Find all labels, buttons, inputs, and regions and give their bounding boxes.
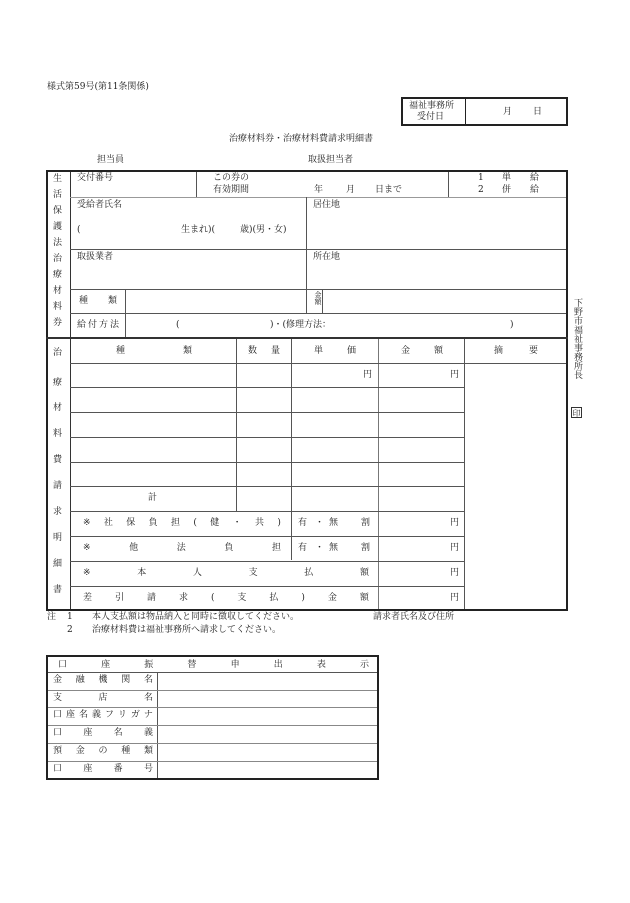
seal-icon: 印 [572, 409, 581, 418]
vendor-field[interactable] [71, 250, 306, 289]
label-char: 払 [269, 593, 279, 603]
label-char: 機 [98, 675, 108, 685]
label-char: ( [193, 518, 197, 528]
label-char: 保 [126, 518, 136, 528]
discount-label: 割 [361, 543, 371, 553]
social-insurance-discount-toggle[interactable] [298, 518, 370, 529]
label-char: 金 [53, 675, 63, 685]
row2-unit-price-field[interactable] [292, 388, 378, 412]
label-char: 口 [53, 710, 63, 720]
label-char: 担 [271, 543, 281, 553]
label-char: フ [104, 710, 114, 720]
notes-prefix: 注 [47, 612, 57, 622]
label-char: 口 [53, 764, 63, 774]
bank-name-field[interactable] [158, 673, 377, 690]
benefit-type-option[interactable] [449, 172, 566, 197]
label-char: 引 [114, 593, 124, 603]
label-char: 金 [327, 593, 337, 603]
label-char: 請 [146, 593, 156, 603]
side-char: 請 [53, 481, 63, 491]
side-char: 求 [53, 507, 63, 517]
label-char: 額 [359, 593, 369, 603]
note2-text: 治療材料費は福祉事務所へ請求してください。 [92, 625, 282, 635]
side-char: 護 [53, 222, 63, 232]
row3-amount-field[interactable] [379, 413, 464, 437]
side-char: 療 [53, 270, 63, 280]
header-char: 数 [248, 346, 258, 356]
label-char: 人 [192, 568, 202, 578]
label-char: 健 [210, 518, 220, 528]
label-char: 負 [148, 518, 158, 528]
repair-method-label: )・(修理方法： [270, 320, 332, 330]
label-char: 号 [143, 764, 153, 774]
label-char: の [98, 746, 108, 756]
option2-char1: 併 [502, 185, 512, 195]
age-gender-label: 歳)(男・女) [240, 225, 287, 235]
side-char: 生 [53, 174, 63, 184]
vendor-label: 取扱業者 [77, 252, 114, 262]
page-title: 治療材料券・治療材料費請求明細書 [229, 134, 374, 144]
note1-number: 1 [67, 612, 73, 622]
label-char: 義 [143, 728, 153, 738]
header-char: 口 [58, 660, 68, 670]
payment-method-field[interactable] [126, 314, 566, 337]
label-char: 支 [248, 568, 258, 578]
row5-type-field[interactable] [71, 463, 236, 486]
label-char: 番 [113, 764, 123, 774]
label-char: 社 [103, 518, 113, 528]
label-char: 法 [176, 543, 186, 553]
recipient-name-field[interactable] [71, 198, 306, 249]
label-char: 払 [304, 568, 314, 578]
label-char: 求 [178, 593, 188, 603]
residence-field[interactable] [307, 198, 566, 249]
header-char: 出 [273, 660, 283, 670]
label-char: ・ [232, 518, 242, 528]
label-char: ガ [130, 710, 140, 720]
side-char: 活 [53, 190, 63, 200]
discount-yes[interactable]: 有 [298, 518, 308, 528]
discount-sep: ・ [315, 543, 325, 553]
payment-method-label: 給付方法 [77, 320, 122, 330]
total-unit-price-field[interactable] [292, 487, 378, 511]
staff-label: 担当員 [97, 155, 125, 165]
residence-label: 居住地 [313, 200, 341, 210]
label-char: 支 [53, 693, 63, 703]
type-label-char: 類 [107, 296, 117, 306]
row1-amount-yen[interactable]: 円 [449, 370, 459, 380]
director-label: 下野市福祉事務所長 [572, 298, 582, 379]
label-char: 名 [113, 728, 123, 738]
label-char: 名 [143, 675, 153, 685]
label-char: 座 [65, 710, 75, 720]
amount-field[interactable] [323, 290, 566, 313]
account-number-field[interactable] [158, 762, 377, 778]
discount-yes[interactable]: 有 [298, 543, 308, 553]
row4-amount-field[interactable] [379, 438, 464, 462]
header-char: 摘 [494, 346, 504, 356]
receipt-day: 日 [533, 107, 543, 117]
header-char: 価 [346, 346, 356, 356]
header-char: 示 [359, 660, 369, 670]
header-char: 量 [270, 346, 280, 356]
label-char: 関 [121, 675, 131, 685]
option1-char2: 給 [530, 173, 540, 183]
note2-number: 2 [67, 625, 73, 635]
row1-quantity-field[interactable] [237, 364, 291, 387]
side-char: 治 [53, 348, 63, 358]
birth-label: 生まれ)( [181, 225, 216, 235]
side-char: 券 [53, 318, 63, 328]
side-char: 費 [53, 455, 63, 465]
option2-number: 2 [478, 185, 484, 195]
option2-char2: 給 [530, 185, 540, 195]
birth-open: ( [77, 225, 81, 235]
header-unit-price [314, 346, 356, 357]
header-type [116, 346, 192, 357]
row5-quantity-field[interactable] [237, 463, 291, 486]
validity-until: 日まで [375, 185, 403, 195]
requester-label: 請求者氏名及び住所 [373, 612, 455, 622]
receipt-date-box [401, 97, 568, 126]
type-field[interactable] [126, 290, 306, 313]
row2-quantity-field[interactable] [237, 388, 291, 412]
label-char: リ [117, 710, 127, 720]
account-holder-label [53, 728, 153, 739]
social-insurance-label [83, 518, 281, 529]
other-law-amount[interactable]: 円 [449, 543, 459, 553]
label-char: 金 [75, 746, 85, 756]
form-number: 様式第59号(第11条関係) [47, 82, 149, 92]
header-quantity [248, 346, 280, 357]
side-char: 法 [53, 238, 63, 248]
side-char: 細 [53, 559, 63, 569]
receipt-label-line2: 受付日 [417, 112, 445, 122]
label-char: ※ [83, 518, 91, 528]
location-label: 所在地 [313, 252, 341, 262]
other-law-label [83, 543, 281, 554]
label-char: 座 [83, 764, 93, 774]
header-amount [401, 346, 443, 357]
amount-label: 金額 [314, 291, 322, 305]
label-char: 他 [129, 543, 139, 553]
label-char: 額 [359, 568, 369, 578]
label-char: ) [277, 518, 281, 528]
header-char: 表 [316, 660, 326, 670]
payment-close: ) [510, 320, 514, 330]
option1-number: 1 [478, 173, 484, 183]
header-char: 申 [230, 660, 240, 670]
header-char: 額 [433, 346, 443, 356]
header-remarks [494, 346, 538, 357]
side-char: 料 [53, 302, 63, 312]
side-char: 明 [53, 533, 63, 543]
label-char: 類 [143, 746, 153, 756]
remarks-field[interactable] [465, 364, 566, 609]
header-char: 種 [116, 346, 126, 356]
total-amount-field[interactable] [379, 487, 464, 511]
handler-label: 取扱担当者 [308, 155, 354, 165]
total-quantity-field[interactable] [237, 487, 291, 511]
label-char: 共 [255, 518, 265, 528]
option1-char1: 単 [502, 173, 512, 183]
header-char: 座 [101, 660, 111, 670]
header-char: 類 [182, 346, 192, 356]
row3-type-field[interactable] [71, 413, 236, 437]
branch-name-label [53, 693, 153, 704]
label-char: 座 [83, 728, 93, 738]
header-char: 金 [401, 346, 411, 356]
branch-name-field[interactable] [158, 691, 377, 707]
location-field[interactable] [307, 250, 566, 289]
validity-year: 年 [314, 185, 324, 195]
row2-type-field[interactable] [71, 388, 236, 412]
header-char: 振 [144, 660, 154, 670]
type-label [79, 296, 117, 307]
row2-amount-field[interactable] [379, 388, 464, 412]
label-char: 義 [91, 710, 101, 720]
account-number-label [53, 764, 153, 775]
label-char: 本 [137, 568, 147, 578]
row5-amount-field[interactable] [379, 463, 464, 486]
account-holder-kana-field[interactable] [158, 708, 377, 725]
row5-unit-price-field[interactable] [292, 463, 378, 486]
label-char: ( [210, 593, 215, 603]
label-char: ) [301, 593, 305, 603]
label-char: ※ [83, 543, 91, 553]
payment-open: ( [176, 320, 180, 330]
side-char: 料 [53, 429, 63, 439]
other-law-discount-toggle[interactable] [298, 543, 370, 554]
label-char: 差 [83, 593, 93, 603]
side-char: 書 [53, 585, 63, 595]
type-label-char: 種 [79, 296, 89, 306]
deposit-type-field[interactable] [158, 744, 377, 761]
self-payment-amount[interactable]: 円 [449, 568, 459, 578]
bank-header [58, 660, 369, 671]
account-holder-kana-label [53, 710, 153, 721]
side-char: 保 [53, 206, 63, 216]
label-char: 名 [143, 693, 153, 703]
issue-number-label: 交付番号 [77, 173, 114, 183]
row1-unit-price-yen[interactable]: 円 [362, 370, 372, 380]
side-char: 材 [53, 403, 63, 413]
side-char: 療 [53, 378, 63, 388]
header-char: 要 [528, 346, 538, 356]
label-char: 融 [75, 675, 85, 685]
self-payment-label [83, 568, 369, 579]
label-char: 口 [53, 728, 63, 738]
row4-type-field[interactable] [71, 438, 236, 462]
row3-unit-price-field[interactable] [292, 413, 378, 437]
bank-name-label [53, 675, 153, 686]
validity-label-2: 有効期間 [213, 185, 250, 195]
row3-quantity-field[interactable] [237, 413, 291, 437]
note1-text: 本人支払額は物品納入と同時に徴収してください。 [92, 612, 300, 622]
row4-unit-price-field[interactable] [292, 438, 378, 462]
label-char: 預 [53, 746, 63, 756]
net-claim-amount[interactable]: 円 [449, 593, 459, 603]
header-char: 単 [314, 346, 324, 356]
label-char: 種 [121, 746, 131, 756]
row4-quantity-field[interactable] [237, 438, 291, 462]
validity-month: 月 [346, 185, 356, 195]
label-char: ナ [143, 710, 153, 720]
header-char: 替 [187, 660, 197, 670]
discount-label: 割 [361, 518, 371, 528]
validity-label-1: この券の [213, 173, 250, 183]
label-char: 担 [171, 518, 181, 528]
social-insurance-amount[interactable]: 円 [449, 518, 459, 528]
label-char: ※ [83, 568, 91, 578]
account-holder-field[interactable] [158, 726, 377, 743]
deposit-type-label [53, 746, 153, 757]
discount-no[interactable]: 無 [329, 518, 339, 528]
net-claim-label [83, 593, 369, 604]
discount-no[interactable]: 無 [329, 543, 339, 553]
row1-type-field[interactable] [71, 364, 236, 387]
recipient-name-label: 受給者氏名 [77, 200, 123, 210]
receipt-label-line1: 福祉事務所 [409, 101, 455, 111]
label-char: 負 [224, 543, 234, 553]
receipt-month: 月 [503, 107, 513, 117]
label-char: 店 [98, 693, 108, 703]
side-char: 材 [53, 286, 63, 296]
side-char: 治 [53, 254, 63, 264]
label-char: 名 [78, 710, 88, 720]
total-label: 計 [148, 493, 158, 503]
label-char: 支 [237, 593, 247, 603]
discount-sep: ・ [315, 518, 325, 528]
